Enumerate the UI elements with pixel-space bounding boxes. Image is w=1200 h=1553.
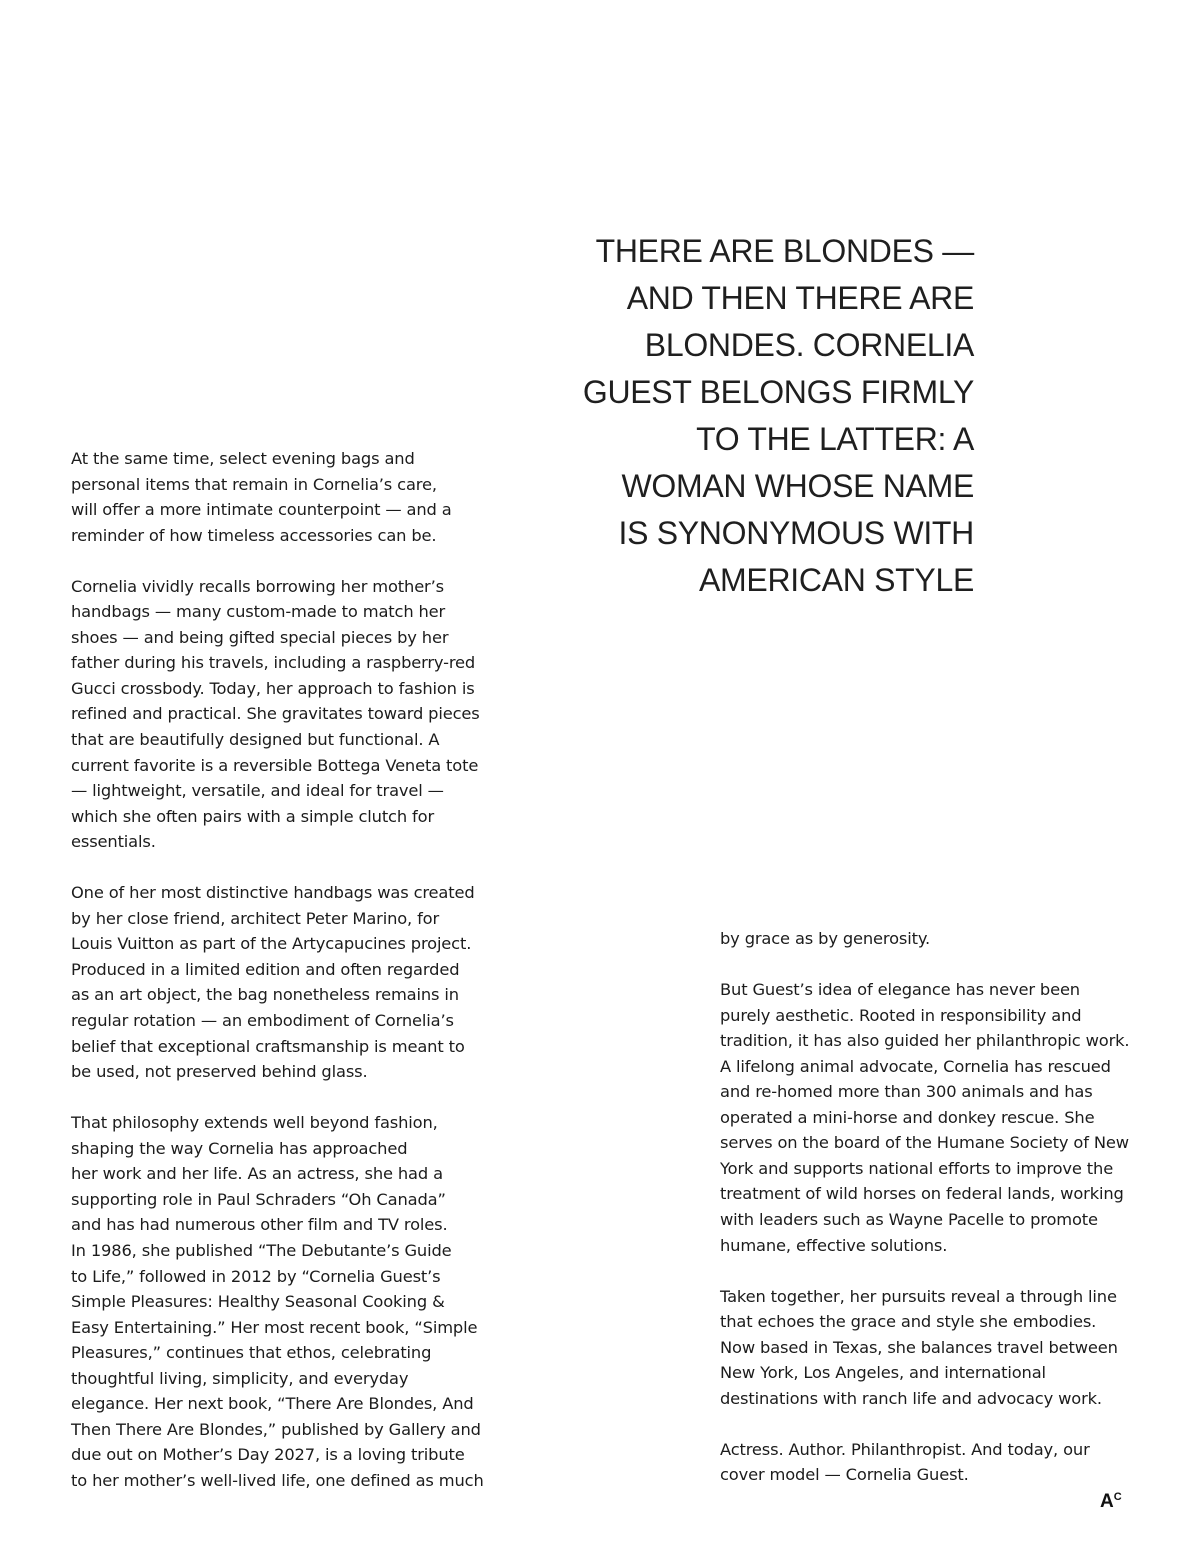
- paragraph-continuation: [720, 926, 1150, 952]
- end-mark-superscript: C: [1113, 1491, 1121, 1503]
- text-line: due out on Mother’s Day 2027, is a loving tribute: [71, 1445, 465, 1465]
- text-line: At the same time, select evening bags and: [71, 449, 415, 468]
- text-line: Pleasures,” continues that ethos, celebrating: [71, 1343, 432, 1363]
- pull-quote-line: AMERICAN STYLE: [699, 562, 974, 598]
- end-mark-logo: [1100, 1487, 1121, 1512]
- text-line: New York, Los Angeles, and international: [720, 1363, 1046, 1383]
- paragraph-closing: [720, 1437, 1150, 1488]
- text-line: Easy Entertaining.” Her most recent book, “Simple: [71, 1317, 478, 1337]
- text-line: that are beautifully designed but functional. A: [71, 730, 440, 750]
- text-line: Taken together, her pursuits reveal a through line: [720, 1286, 1117, 1306]
- text-line: that echoes the grace and style she embodies.: [720, 1312, 1097, 1332]
- text-line: with leaders such as Wayne Pacelle to promote: [720, 1210, 1098, 1230]
- text-line: That philosophy extends well beyond fashion,: [71, 1113, 438, 1133]
- text-line: Gucci crossbody. Today, her approach to fashion is: [71, 678, 475, 698]
- text-line: Louis Vuitton as part of the Artycapucines project.: [71, 934, 472, 954]
- text-line: refined and practical. She gravitates toward pieces: [71, 704, 480, 724]
- text-line: and re-homed more than 300 animals and has: [720, 1082, 1093, 1102]
- text-line: purely aesthetic. Rooted in responsibility and: [720, 1005, 1082, 1025]
- text-line: operated a mini-horse and donkey rescue. She: [720, 1107, 1095, 1127]
- text-line: One of her most distinctive handbags was created: [71, 883, 475, 903]
- text-line: Produced in a limited edition and often regarded: [71, 959, 460, 979]
- text-line: current favorite is a reversible Bottega Veneta tote: [71, 755, 479, 775]
- text-line: reminder of how timeless accessories can be.: [71, 525, 437, 545]
- pull-quote-line: TO THE LATTER: A: [696, 421, 974, 457]
- paragraph-mothers-handbags: [71, 574, 501, 855]
- text-line: Actress. Author. Philanthropist. And today, our: [720, 1439, 1090, 1459]
- text-line: to Life,” followed in 2012 by “Cornelia Guest’s: [71, 1266, 441, 1286]
- paragraph-philosophy-career: [71, 1110, 501, 1493]
- text-line: humane, effective solutions.: [720, 1235, 948, 1255]
- text-line: Simple Pleasures: Healthy Seasonal Cooking &: [71, 1292, 445, 1312]
- text-line: father during his travels, including a raspberry-red: [71, 653, 476, 673]
- end-mark-letter: A: [1100, 1491, 1113, 1512]
- text-line: personal items that remain in Cornelia’s care,: [71, 474, 437, 494]
- pull-quote-line: IS SYNONYMOUS WITH: [618, 515, 974, 551]
- text-line: But Guest’s idea of elegance has never been: [720, 980, 1080, 1000]
- text-line: supporting role in Paul Schraders “Oh Canada”: [71, 1189, 446, 1209]
- text-line: handbags — many custom-made to match her: [71, 602, 446, 622]
- text-line: destinations with ranch life and advocacy work.: [720, 1388, 1102, 1408]
- text-line: cover model — Cornelia Guest.: [720, 1465, 969, 1485]
- text-line: serves on the board of the Humane Society of New: [720, 1133, 1129, 1153]
- text-line: essentials.: [71, 832, 156, 852]
- text-line: be used, not preserved behind glass.: [71, 1062, 368, 1082]
- paragraph-through-line: [720, 1284, 1150, 1412]
- text-line: In 1986, she published “The Debutante’s Guide: [71, 1240, 452, 1260]
- text-line: Then There Are Blondes,” published by Gallery and: [71, 1419, 481, 1439]
- text-line: shaping the way Cornelia has approached: [71, 1138, 408, 1158]
- text-line: belief that exceptional craftsmanship is meant to: [71, 1036, 465, 1056]
- text-line: which she often pairs with a simple clutch for: [71, 806, 434, 826]
- text-line: thoughtful living, simplicity, and everyday: [71, 1368, 409, 1388]
- right-text-column: [720, 926, 1150, 1488]
- text-line: as an art object, the bag nonetheless remains in: [71, 985, 459, 1005]
- text-line: by her close friend, architect Peter Marino, for: [71, 908, 440, 928]
- text-line: and has had numerous other film and TV roles.: [71, 1215, 448, 1235]
- pull-quote-line: AND THEN THERE ARE: [626, 280, 974, 316]
- text-line: by grace as by generosity.: [720, 929, 931, 948]
- text-line: York and supports national efforts to improve the: [720, 1158, 1114, 1178]
- paragraph-evening-bags: [71, 446, 501, 548]
- left-text-column: [71, 446, 501, 1493]
- text-line: Cornelia vividly recalls borrowing her mother’s: [71, 576, 444, 596]
- text-line: elegance. Her next book, “There Are Blondes, And: [71, 1394, 474, 1414]
- text-line: shoes — and being gifted special pieces by her: [71, 627, 449, 647]
- pull-quote-line: GUEST BELONGS FIRMLY: [582, 374, 974, 410]
- text-line: treatment of wild horses on federal lands, working: [720, 1184, 1124, 1204]
- text-line: A lifelong animal advocate, Cornelia has rescued: [720, 1056, 1111, 1076]
- pull-quote: [560, 228, 974, 604]
- paragraph-philanthropy: [720, 977, 1150, 1258]
- text-line: regular rotation — an embodiment of Cornelia’s: [71, 1011, 454, 1031]
- pull-quote-line: WOMAN WHOSE NAME: [621, 468, 974, 504]
- text-line: to her mother’s well-lived life, one defined as much: [71, 1470, 484, 1490]
- pull-quote-line: BLONDES. CORNELIA: [644, 327, 974, 363]
- text-line: — lightweight, versatile, and ideal for travel —: [71, 781, 444, 801]
- text-line: Now based in Texas, she balances travel between: [720, 1337, 1118, 1357]
- text-line: will offer a more intimate counterpoint — and a: [71, 500, 452, 520]
- text-line: her work and her life. As an actress, she had a: [71, 1164, 443, 1184]
- text-line: tradition, it has also guided her philanthropic work.: [720, 1031, 1130, 1051]
- paragraph-peter-marino-bag: [71, 880, 501, 1084]
- pull-quote-line: THERE ARE BLONDES —: [595, 233, 974, 269]
